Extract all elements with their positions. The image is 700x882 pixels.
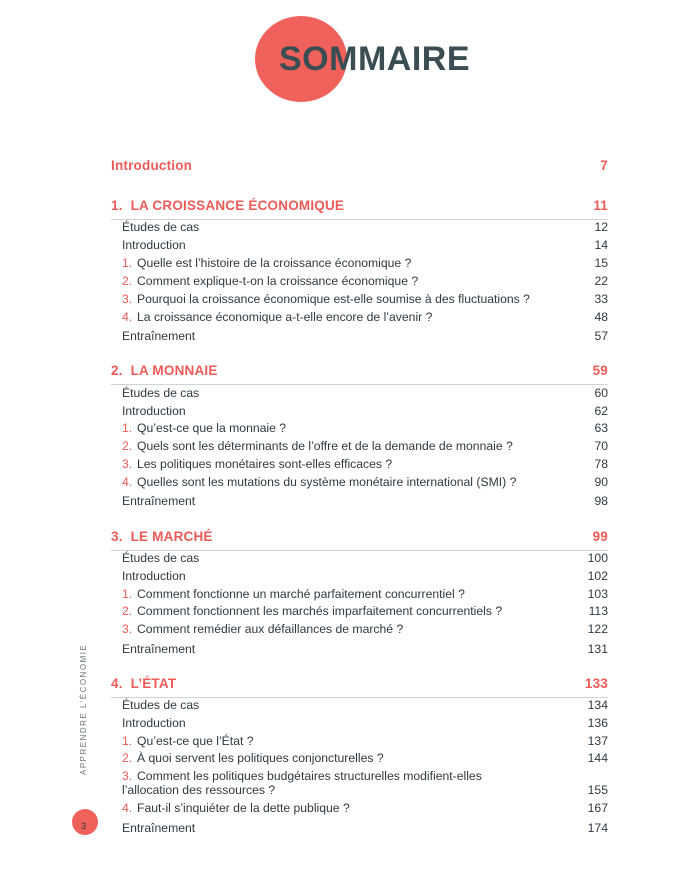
chapter-page: 133: [584, 676, 608, 691]
toc-question[interactable]: 3. Comment les politiques budgétaires structurelles modifient-elles l’allocation des ressources ? 155: [122, 769, 608, 797]
chapter-title: L’ÉTAT: [130, 676, 177, 691]
toc-introduction-label: Introduction: [111, 158, 193, 173]
chapter-number: 1.: [111, 198, 123, 213]
toc-introduction-page: 7: [600, 158, 608, 173]
chapter-title: LA MONNAIE: [130, 363, 218, 378]
chapter-page: 99: [592, 529, 608, 544]
chapter-number: 3.: [111, 529, 123, 544]
book-title-side-label: APPRENDRE L’ÉCONOMIE: [79, 643, 88, 775]
chapter-title: LE MARCHÉ: [130, 529, 213, 544]
chapter-page: 59: [592, 363, 608, 378]
chapter-page: 11: [593, 198, 608, 213]
page-title: SOMMAIRE: [279, 40, 470, 78]
divider: [111, 384, 608, 385]
page-number: 3: [81, 821, 87, 831]
chapter-number: 4.: [111, 676, 123, 691]
chapter-number: 2.: [111, 363, 123, 378]
chapter-title: LA CROISSANCE ÉCONOMIQUE: [130, 198, 345, 213]
